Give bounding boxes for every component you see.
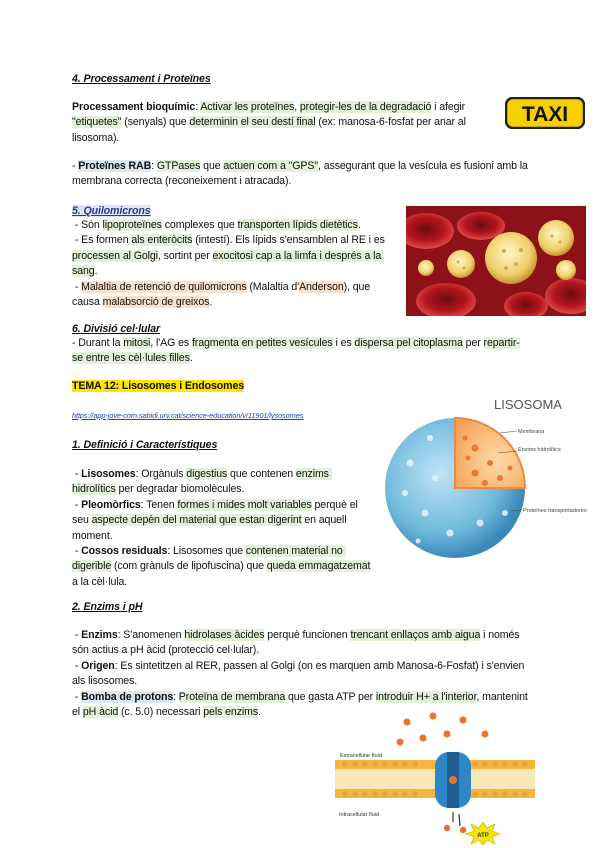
extracellular-label: Extracellular fluid [340,753,382,759]
section-heading: 6. Divisió cel·lular [72,323,161,335]
text-run: - Durant la [72,337,124,349]
text-run: , l'AG es [150,337,192,349]
tema-12 [72,379,372,394]
text-run: Proteïnes RAB [78,160,152,172]
text-run: Activar les proteïnes [200,101,295,113]
text-run: - [72,160,79,172]
figure-label-membrane: Membrana [518,429,545,435]
text-run: repartir-se entre les cèl·lules filles [72,337,520,365]
text-run: (Malaltia d' [246,280,300,293]
text-run: determinin el seu destí final [189,116,316,129]
section-heading: 4. Processament i Proteïnes [72,73,211,85]
text-run: Origen [81,659,115,672]
section-2 [72,600,372,615]
text-run: : Es sintetitzen al RER, passen al Golgi (on es marquen amb Manosa-6-Fosfat) i s'envien als lisosomes. - [72,659,525,703]
text-run: , [294,101,300,113]
text-run: , sortint per [157,249,213,262]
taxi-image [505,97,585,129]
text-run: . - [74,265,98,293]
text-run: Proteïna de membrana [178,690,286,703]
section-1-body [72,467,372,590]
text-run: Lisosomes [81,468,136,480]
text-run: complexes que [161,219,238,231]
text-run: i només són actius a pH àcid (protecció cel·lular). - [72,629,520,672]
video-link[interactable]: https://app-jove-com.sabidi.urv.cat/science-education/v/11901/lysosomes [72,411,304,420]
text-run: GTPases [156,160,201,172]
section-1 [72,438,372,453]
text-run: hidrolases àcides [184,629,265,641]
text-run: digestius [186,468,228,480]
text-run: protegir-les de la degradació [299,101,432,113]
video-link-row [72,409,372,422]
proton-pump-figure [335,710,535,845]
text-run: : Orgànuls [135,468,187,480]
text-run: perquè el seu [72,498,361,527]
figure-title: LISOSOMA [494,397,562,412]
text-run: trencant enllaços amb aigua [350,629,481,641]
text-run: a la cèl·lula. [72,560,374,588]
text-run: lipoproteïnes [102,219,162,231]
chylomicron-image [406,206,586,316]
text-run: Processament bioquímic [72,101,196,113]
text-run: perquè funcionen [264,629,351,641]
chapter-title: TEMA 12: Lisosomes i Endosomes [72,380,245,392]
text-run: . [209,296,213,309]
text-run: Cossos residuals [81,545,168,558]
text-run: per degradar biomolècules. - [74,483,245,511]
section-4-paragraph-2 [72,159,530,190]
lysosome-figure [380,393,590,568]
text-run: Anderson [299,280,344,293]
text-run: (senyals) que [121,116,190,129]
section-heading: 1. Definició i Característiques [72,439,218,451]
text-run: . - Es formen [74,219,361,247]
text-run: : [151,160,157,172]
intracellular-label: Intracellular fluid [339,812,380,818]
section-4 [72,72,512,87]
text-run: malabsorció de greixos [102,296,210,309]
text-run: : Tenen [140,498,178,511]
text-run: , mantenint el [72,690,531,719]
text-run: , assegurant que la vesícula es fusioni amb la membrana correcta (reconeixement i atracada). [72,160,528,188]
text-run: ), que causa [72,280,373,309]
text-run: que contenen [227,468,296,480]
figure-label-transporters: Proteïnes transportadores [523,508,587,514]
text-run: per [462,337,484,349]
text-run: exocitosi cap a la limfa i després a la sang [72,249,384,278]
section-heading: 5. Quilomicrons [72,205,151,217]
text-run: actuen com a "GPS" [223,160,319,172]
text-run: Bomba de protons [81,690,174,703]
text-run: - [72,468,82,480]
text-run: aspecte depèn del material que estan digerint [91,514,302,527]
text-run: Malaltia de retenció de quilomicrons [81,280,247,293]
text-run: : [173,690,179,703]
text-run: (intestí). Els lípids s'ensamblen al RE i es [192,234,388,247]
text-run: (com grànuls de lipofuscina) que [111,560,267,573]
text-run: que [200,160,224,172]
text-run: fragmenta en petites vesícules [191,337,333,349]
atp-label: ATP [477,833,489,839]
text-run: : [195,101,201,113]
text-run: dispersa pel citoplasma [354,337,463,349]
text-run: Enzims [81,629,118,641]
text-run: pels enzims [203,706,259,719]
text-run: transporten lípids dietètics [237,219,358,231]
text-run: - [72,629,82,641]
section-heading: 2. Enzims i pH [72,601,143,613]
text-run: : Lisosomes que [167,545,246,558]
text-run: enzims hidrolítics [72,468,332,496]
text-run: i es [332,337,355,349]
text-run: (c. 5.0) necessari [118,706,204,719]
text-run: contenen material no digerible [72,545,346,573]
section-4-paragraph-1 [72,100,500,146]
taxi-label: TAXI [521,103,569,126]
text-run: i afegir [431,101,466,113]
text-run: que gasta ATP per [285,690,376,703]
figure-label-enzymes: Enzims hidrolítics [518,447,561,453]
text-run: als enteròcits [131,234,193,247]
text-run: pH àcid [82,706,119,719]
section-6-body [72,336,522,367]
text-run: introduir H+ a l'interior [375,690,477,703]
text-run: . [189,352,193,365]
text-run: processen al Golgi [72,249,158,262]
section-5-body [72,218,390,310]
text-run: "etiquetes" [72,116,122,129]
text-run: (ex: manosa-6-fosfat per anar al lisosoma). [72,116,466,144]
text-run: - Són [72,219,103,231]
text-run: Pleomòrfics [81,498,141,511]
text-run: . [258,706,261,719]
text-run: formes i mides molt variables [177,498,312,511]
text-run: queda emmagatzemat [266,560,371,573]
text-run: : S'anomenen [117,629,185,641]
text-run: en aquell moment. - [72,514,347,558]
section-2-body [72,628,532,720]
text-run: mitosi [123,337,151,349]
